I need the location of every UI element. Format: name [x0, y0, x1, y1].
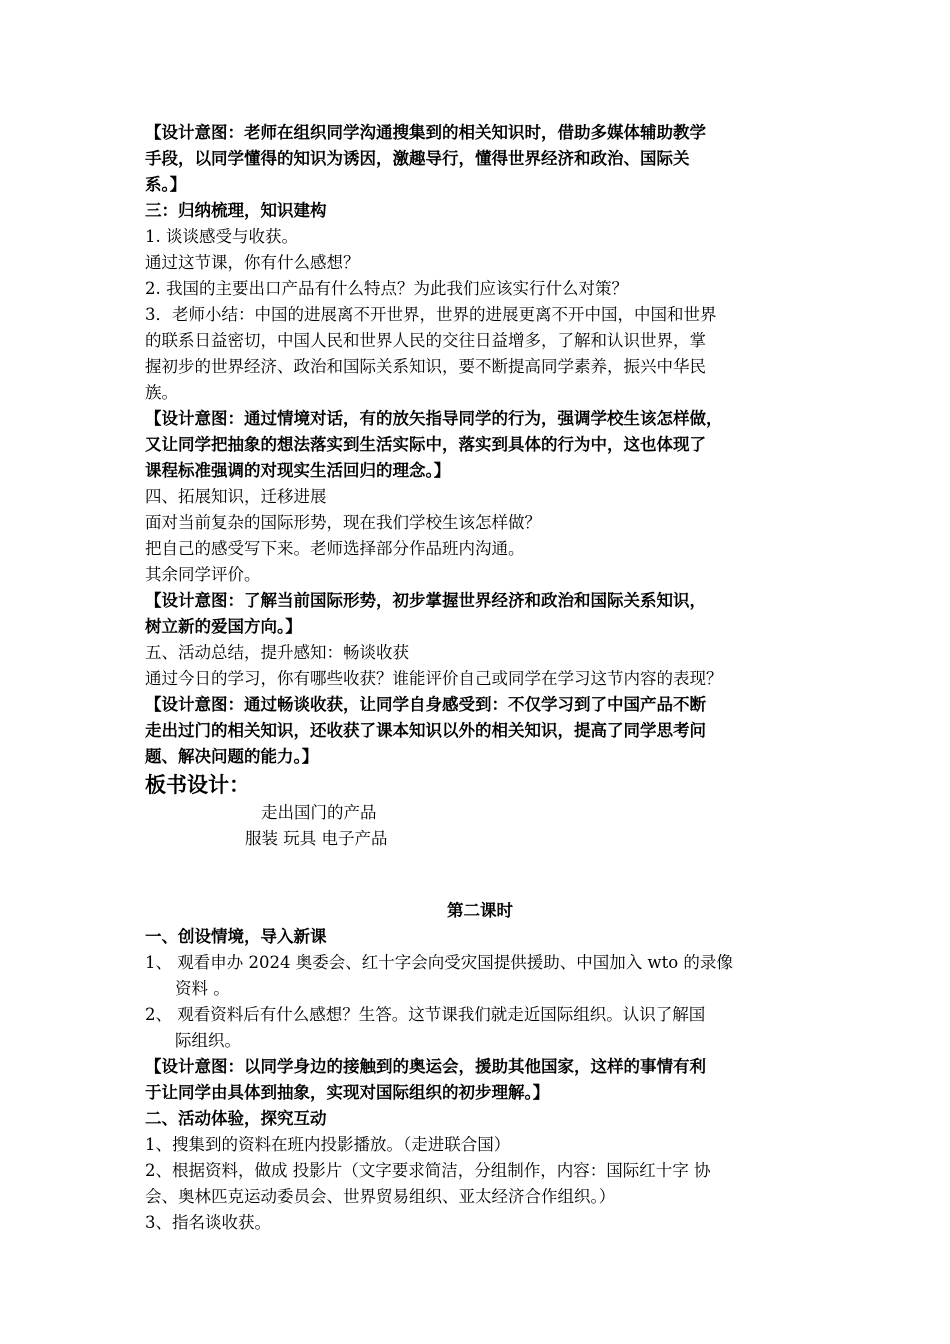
- list-item: 2. 我国的主要出口产品有什么特点？为此我们应该实行什么对策？: [145, 279, 628, 298]
- design-intent-paragraph: 【设计意图：老师在组织同学沟通搜集到的相关知识时，借助多媒体辅助教学: [145, 123, 706, 142]
- list-item: 2、根据资料，做成 投影片（文字要求简洁，分组制作，内容：国际红十字 协: [145, 1161, 711, 1180]
- section-heading: 二、活动体验，探究互动: [145, 1109, 327, 1128]
- list-item: 2、 观看资料后有什么感想？生答。这节课我们就走近国际组织。认识了解国: [145, 1005, 706, 1024]
- body-text: 把自己的感受写下来。老师选择部分作品班内沟通。: [145, 539, 525, 558]
- design-intent-paragraph: 【设计意图：通过畅谈收获，让同学自身感受到：不仅学习到了中国产品不断: [145, 695, 706, 714]
- document-page: [145, 120, 815, 1236]
- body-text: 面对当前复杂的国际形势，现在我们学校生该怎样做？: [145, 513, 541, 532]
- design-intent-paragraph: 【设计意图：了解当前国际形势，初步掌握世界经济和政治和国际关系知识，: [145, 591, 706, 610]
- list-item: 3、指名谈收获。: [145, 1213, 271, 1232]
- design-intent-paragraph: 【设计意图：通过情境对话，有的放矢指导同学的行为，强调学校生该怎样做，: [145, 409, 723, 428]
- lesson-title: 第二课时: [447, 901, 513, 920]
- design-intent-paragraph: 又让同学把抽象的想法落实到生活实际中，落实到具体的行为中，这也体现了: [145, 435, 706, 454]
- body-text: 的联系日益密切，中国人民和世界人民的交往日益增多，了解和认识世界，掌: [145, 331, 706, 350]
- section-heading: 四、拓展知识，迁移进展: [145, 487, 327, 506]
- body-text: 其余同学评价。: [145, 565, 261, 584]
- section-heading: 五、活动总结，提升感知：畅谈收获: [145, 643, 409, 662]
- design-intent-paragraph: 手段，以同学懂得的知识为诱因，激趣导行，懂得世界经济和政治、国际关: [145, 149, 690, 168]
- spacer: [145, 852, 815, 878]
- section-heading: 一、创设情境，导入新课: [145, 927, 327, 946]
- list-item: 3．老师小结：中国的进展离不开世界，世界的进展更离不开中国，中国和世界: [145, 305, 717, 324]
- body-text: 握初步的世界经济、政治和国际关系知识，要不断提高同学素养，振兴中华民: [145, 357, 706, 376]
- body-text: 际组织。: [175, 1031, 241, 1050]
- design-intent-paragraph: 树立新的爱国方向。】: [145, 617, 302, 636]
- board-title: 走出国门的产品: [261, 803, 377, 822]
- body-text: 资料 。: [175, 979, 230, 998]
- spacer: [145, 878, 815, 898]
- body-text: 通过这节课，你有什么感想？: [145, 253, 360, 272]
- list-item: 1、 观看申办 2024 奥委会、红十字会向受灾国提供援助、中国加入 wto 的录像: [145, 953, 733, 972]
- list-item: 1、搜集到的资料在班内投影播放。（走进联合国）: [145, 1135, 511, 1154]
- body-text: 通过今日的学习，你有哪些收获？谁能评价自己或同学在学习这节内容的表现？: [145, 669, 723, 688]
- design-intent-paragraph: 题、解决问题的能力。】: [145, 747, 319, 766]
- design-intent-paragraph: 走出过门的相关知识，还收获了课本知识以外的相关知识，提高了同学思考问: [145, 721, 706, 740]
- board-items: 服装 玩具 电子产品: [245, 829, 388, 848]
- design-intent-paragraph: 于让同学由具体到抽象，实现对国际组织的初步理解。】: [145, 1083, 550, 1102]
- body-text: 会、奥林匹克运动委员会、世界贸易组织、亚太经济合作组织。）: [145, 1187, 616, 1206]
- design-intent-paragraph: 课程标准强调的对现实生活回归的理念。】: [145, 461, 451, 480]
- list-item: 1. 谈谈感受与收获。: [145, 227, 298, 246]
- body-text: 族。: [145, 383, 178, 402]
- design-intent-paragraph: 【设计意图：以同学身边的接触到的奥运会，援助其他国家，这样的事情有利: [145, 1057, 706, 1076]
- section-heading: 三：归纳梳理，知识建构: [145, 201, 327, 220]
- board-design-heading: 板书设计：: [145, 773, 250, 797]
- design-intent-paragraph: 系。】: [145, 175, 187, 194]
